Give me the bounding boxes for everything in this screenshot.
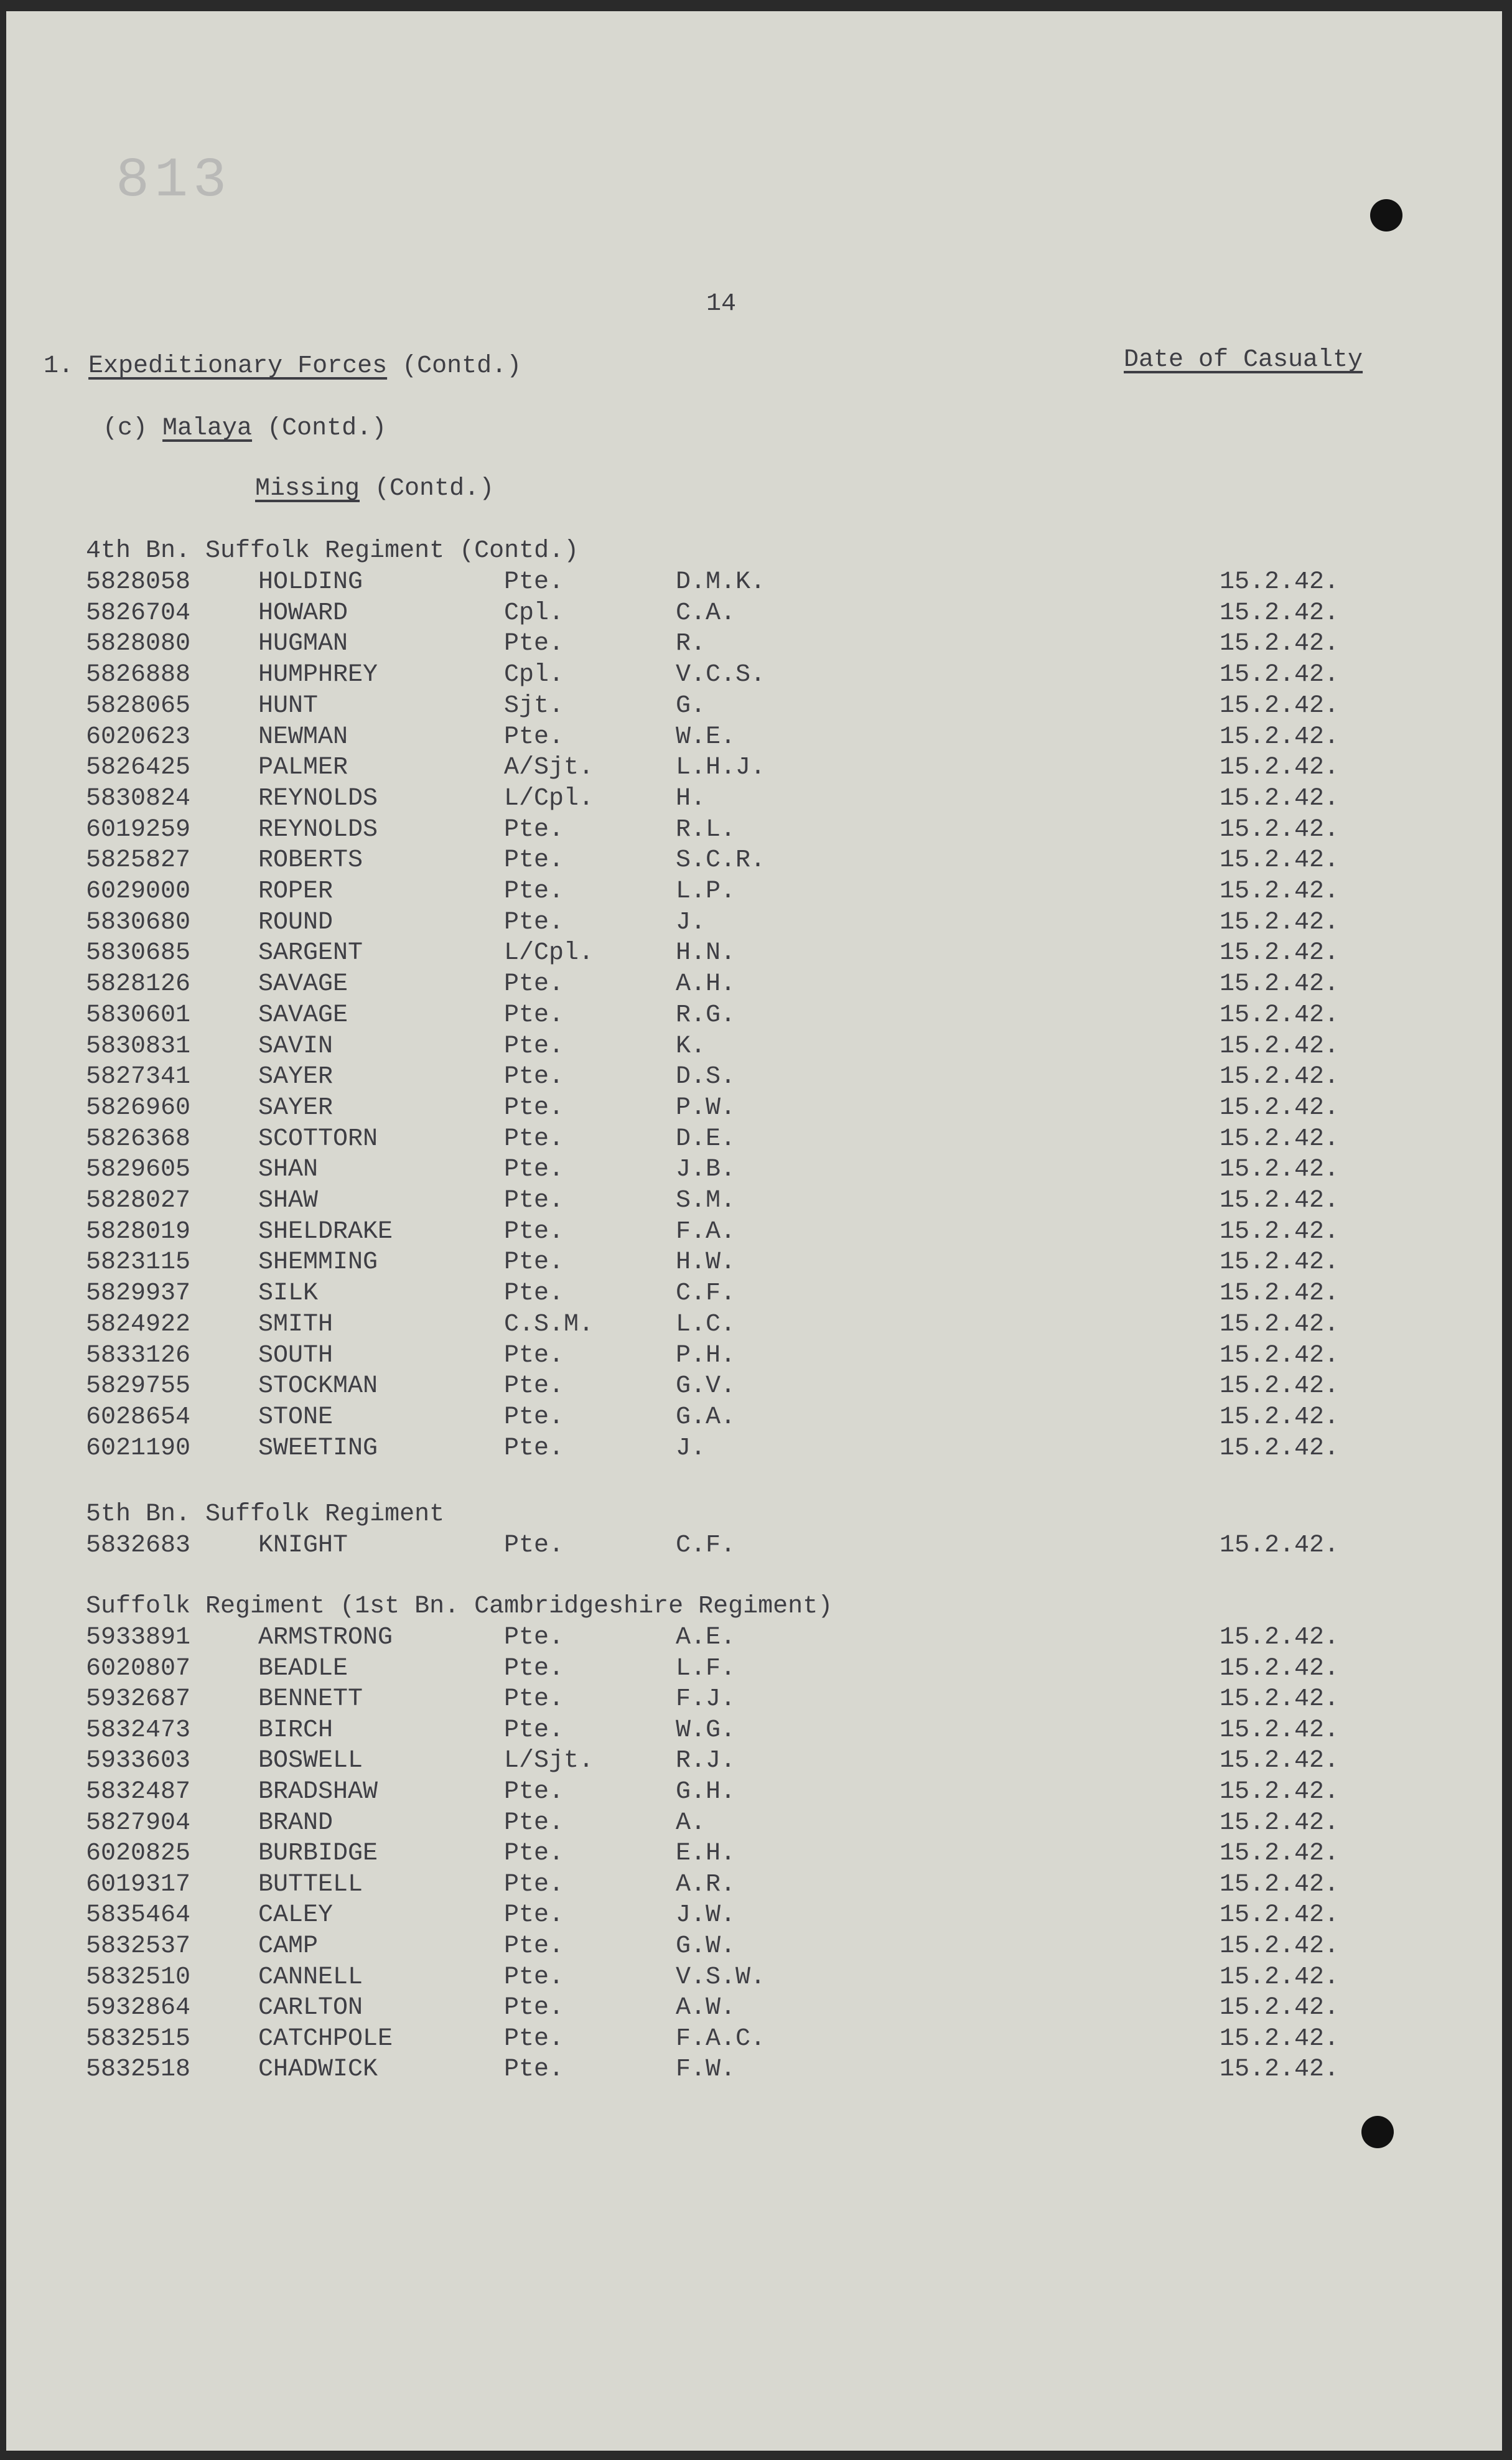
rank: Pte. <box>504 1341 564 1370</box>
rank: Pte. <box>504 1932 564 1960</box>
casualty-date: 15.2.42. <box>1220 846 1340 875</box>
surname: CANNELL <box>258 1963 363 1991</box>
casualty-date: 15.2.42. <box>1220 1063 1340 1092</box>
service-number: 6021190 <box>86 1434 191 1462</box>
initials: C.F. <box>676 1279 736 1308</box>
service-number: 5829937 <box>86 1279 191 1308</box>
initials: R.G. <box>676 1001 736 1029</box>
casualty-date: 15.2.42. <box>1220 1532 1340 1560</box>
service-number: 5933891 <box>86 1624 191 1652</box>
section-title: 5th Bn. Suffolk Regiment <box>86 1500 445 1528</box>
rank: Pte. <box>504 1279 564 1308</box>
surname: SAVAGE <box>258 1001 348 1029</box>
surname: BEADLE <box>258 1654 348 1683</box>
initials: G.H. <box>676 1778 736 1806</box>
casualty-date: 15.2.42. <box>1220 1341 1340 1370</box>
rank: Pte. <box>504 1685 564 1714</box>
rank: Cpl. <box>504 599 564 627</box>
punch-hole-top <box>1370 199 1402 232</box>
section-title: 4th Bn. Suffolk Regiment (Contd.) <box>86 537 579 565</box>
casualty-date: 15.2.42. <box>1220 1434 1340 1462</box>
casualty-date: 15.2.42. <box>1220 1032 1340 1060</box>
rank: Pte. <box>504 1808 564 1837</box>
rank: Pte. <box>504 1187 564 1215</box>
initials: S.M. <box>676 1187 736 1215</box>
surname: BRAND <box>258 1808 334 1837</box>
surname: STOCKMAN <box>258 1372 378 1401</box>
service-number: 6028654 <box>86 1403 191 1431</box>
rank: Pte. <box>504 1001 564 1029</box>
rank: Pte. <box>504 1125 564 1153</box>
rank: L/Cpl. <box>504 939 594 968</box>
surname: BIRCH <box>258 1716 334 1744</box>
initials: G.A. <box>676 1403 736 1431</box>
service-number: 5932687 <box>86 1685 191 1714</box>
status-title: Missing <box>255 475 360 503</box>
surname: SAVAGE <box>258 970 348 999</box>
casualty-date: 15.2.42. <box>1220 2055 1340 2084</box>
initials: K. <box>676 1032 706 1060</box>
casualty-date: 15.2.42. <box>1220 784 1340 813</box>
initials: A. <box>676 1808 706 1837</box>
service-number: 5828080 <box>86 630 191 658</box>
subheading <box>103 414 386 442</box>
service-number: 5830824 <box>86 784 191 813</box>
service-number: 5826704 <box>86 599 191 627</box>
surname: SAVIN <box>258 1032 334 1060</box>
casualty-date: 15.2.42. <box>1220 1778 1340 1806</box>
initials: L.F. <box>676 1654 736 1683</box>
initials: H.W. <box>676 1248 736 1277</box>
rank: Sjt. <box>504 691 564 720</box>
surname: BURBIDGE <box>258 1840 378 1868</box>
service-number: 6020825 <box>86 1840 191 1868</box>
surname: REYNOLDS <box>258 784 378 813</box>
service-number: 5828065 <box>86 691 191 720</box>
casualty-date: 15.2.42. <box>1220 1125 1340 1153</box>
casualty-date: 15.2.42. <box>1220 1217 1340 1246</box>
rank: Pte. <box>504 630 564 658</box>
casualty-date: 15.2.42. <box>1220 1248 1340 1277</box>
service-number: 6020807 <box>86 1654 191 1683</box>
casualty-date: 15.2.42. <box>1220 1654 1340 1683</box>
rank: Pte. <box>504 1156 564 1184</box>
rank: Pte. <box>504 1093 564 1122</box>
rank: Pte. <box>504 846 564 875</box>
initials: J.W. <box>676 1901 736 1930</box>
initials: F.W. <box>676 2055 736 2084</box>
surname: HUNT <box>258 691 319 720</box>
initials: R. <box>676 630 706 658</box>
faint-stamp: 813 <box>116 149 232 213</box>
service-number: 5830680 <box>86 908 191 937</box>
initials: A.W. <box>676 1994 736 2023</box>
casualty-date: 15.2.42. <box>1220 908 1340 937</box>
surname: REYNOLDS <box>258 815 378 844</box>
casualty-date: 15.2.42. <box>1220 1716 1340 1744</box>
initials: W.E. <box>676 723 736 751</box>
casualty-date: 15.2.42. <box>1220 630 1340 658</box>
casualty-date: 15.2.42. <box>1220 1932 1340 1960</box>
rank: C.S.M. <box>504 1310 594 1339</box>
casualty-date: 15.2.42. <box>1220 1870 1340 1899</box>
rank: Pte. <box>504 1403 564 1431</box>
service-number: 5832515 <box>86 2024 191 2053</box>
surname: KNIGHT <box>258 1532 348 1560</box>
rank: Pte. <box>504 2055 564 2084</box>
surname: SMITH <box>258 1310 334 1339</box>
casualty-date: 15.2.42. <box>1220 1624 1340 1652</box>
rank: Pte. <box>504 568 564 596</box>
initials: C.A. <box>676 599 736 627</box>
service-number: 5829605 <box>86 1156 191 1184</box>
rank: A/Sjt. <box>504 754 594 782</box>
page-number: 14 <box>706 290 737 318</box>
service-number: 5825827 <box>86 846 191 875</box>
casualty-date: 15.2.42. <box>1220 1685 1340 1714</box>
casualty-date: 15.2.42. <box>1220 754 1340 782</box>
service-number: 5832487 <box>86 1778 191 1806</box>
subheading-title: Malaya <box>162 414 253 442</box>
casualty-date: 15.2.42. <box>1220 2024 1340 2053</box>
rank: Pte. <box>504 1901 564 1930</box>
casualty-date: 15.2.42. <box>1220 1156 1340 1184</box>
rank: Pte. <box>504 1778 564 1806</box>
surname: NEWMAN <box>258 723 348 751</box>
initials: H. <box>676 784 706 813</box>
rank: L/Cpl. <box>504 784 594 813</box>
initials: G.W. <box>676 1932 736 1960</box>
initials: D.S. <box>676 1063 736 1092</box>
subheading-suffix: (Contd.) <box>267 414 387 442</box>
surname: ROBERTS <box>258 846 363 875</box>
casualty-date: 15.2.42. <box>1220 815 1340 844</box>
surname: BUTTELL <box>258 1870 363 1899</box>
casualty-date: 15.2.42. <box>1220 1901 1340 1930</box>
initials: V.C.S. <box>676 661 766 690</box>
casualty-date: 15.2.42. <box>1220 1279 1340 1308</box>
initials: V.S.W. <box>676 1963 766 1991</box>
rank: Pte. <box>504 1994 564 2023</box>
punch-hole-bottom <box>1361 2116 1394 2148</box>
initials: L.H.J. <box>676 754 766 782</box>
rank: Pte. <box>504 877 564 905</box>
initials: C.F. <box>676 1532 736 1560</box>
rank: Pte. <box>504 1434 564 1462</box>
initials: F.A.C. <box>676 2024 766 2053</box>
casualty-date: 15.2.42. <box>1220 1747 1340 1775</box>
service-number: 6019317 <box>86 1870 191 1899</box>
surname: SHEMMING <box>258 1248 378 1277</box>
date-of-casualty-header: Date of Casualty <box>1124 346 1363 374</box>
status-heading <box>255 475 494 503</box>
rank: Pte. <box>504 815 564 844</box>
rank: Pte. <box>504 1532 564 1560</box>
initials: A.E. <box>676 1624 736 1652</box>
service-number: 5832683 <box>86 1532 191 1560</box>
service-number: 6020623 <box>86 723 191 751</box>
casualty-date: 15.2.42. <box>1220 877 1340 905</box>
rank: Pte. <box>504 1372 564 1401</box>
casualty-date: 15.2.42. <box>1220 1963 1340 1991</box>
service-number: 5828058 <box>86 568 191 596</box>
initials: W.G. <box>676 1716 736 1744</box>
casualty-date: 15.2.42. <box>1220 599 1340 627</box>
initials: R.L. <box>676 815 736 844</box>
surname: SHELDRAKE <box>258 1217 393 1246</box>
rank: Pte. <box>504 1840 564 1868</box>
service-number: 6019259 <box>86 815 191 844</box>
heading-number: 1. <box>44 352 74 380</box>
section-title: Suffolk Regiment (1st Bn. Cambridgeshire Regiment) <box>86 1592 833 1621</box>
surname: SHAN <box>258 1156 319 1184</box>
service-number: 5826888 <box>86 661 191 690</box>
service-number: 5828027 <box>86 1187 191 1215</box>
service-number: 5827904 <box>86 1808 191 1837</box>
initials: L.C. <box>676 1310 736 1339</box>
service-number: 5832473 <box>86 1716 191 1744</box>
casualty-date: 15.2.42. <box>1220 661 1340 690</box>
rank: Pte. <box>504 970 564 999</box>
rank: Pte. <box>504 908 564 937</box>
rank: L/Sjt. <box>504 1747 594 1775</box>
casualty-date: 15.2.42. <box>1220 1403 1340 1431</box>
surname: PALMER <box>258 754 348 782</box>
casualty-date: 15.2.42. <box>1220 1372 1340 1401</box>
surname: CATCHPOLE <box>258 2024 393 2053</box>
service-number: 5832510 <box>86 1963 191 1991</box>
rank: Pte. <box>504 1063 564 1092</box>
surname: SCOTTORN <box>258 1125 378 1153</box>
surname: ARMSTRONG <box>258 1624 393 1652</box>
rank: Pte. <box>504 1248 564 1277</box>
service-number: 5830831 <box>86 1032 191 1060</box>
rank: Pte. <box>504 1217 564 1246</box>
casualty-date: 15.2.42. <box>1220 1994 1340 2023</box>
surname: SAYER <box>258 1093 334 1122</box>
rank: Pte. <box>504 1032 564 1060</box>
initials: J.B. <box>676 1156 736 1184</box>
casualty-date: 15.2.42. <box>1220 970 1340 999</box>
service-number: 5832518 <box>86 2055 191 2084</box>
casualty-date: 15.2.42. <box>1220 1840 1340 1868</box>
initials: H.N. <box>676 939 736 968</box>
casualty-date: 15.2.42. <box>1220 1093 1340 1122</box>
rank: Cpl. <box>504 661 564 690</box>
service-number: 5826425 <box>86 754 191 782</box>
surname: BRADSHAW <box>258 1778 378 1806</box>
service-number: 5833126 <box>86 1341 191 1370</box>
surname: HUGMAN <box>258 630 348 658</box>
heading-title: Expeditionary Forces <box>88 352 388 380</box>
rank: Pte. <box>504 1654 564 1683</box>
service-number: 5828126 <box>86 970 191 999</box>
surname: CALEY <box>258 1901 334 1930</box>
initials: P.H. <box>676 1341 736 1370</box>
service-number: 5826960 <box>86 1093 191 1122</box>
surname: BOSWELL <box>258 1747 363 1775</box>
rank: Pte. <box>504 1870 564 1899</box>
casualty-date: 15.2.42. <box>1220 723 1340 751</box>
casualty-date: 15.2.42. <box>1220 1187 1340 1215</box>
initials: S.C.R. <box>676 846 766 875</box>
surname: SARGENT <box>258 939 363 968</box>
initials: G. <box>676 691 706 720</box>
initials: J. <box>676 908 706 937</box>
service-number: 5830601 <box>86 1001 191 1029</box>
surname: CAMP <box>258 1932 319 1960</box>
casualty-date: 15.2.42. <box>1220 939 1340 968</box>
initials: A.H. <box>676 970 736 999</box>
initials: D.E. <box>676 1125 736 1153</box>
surname: STONE <box>258 1403 334 1431</box>
surname: HUMPHREY <box>258 661 378 690</box>
surname: ROUND <box>258 908 334 937</box>
service-number: 5933603 <box>86 1747 191 1775</box>
casualty-date: 15.2.42. <box>1220 568 1340 596</box>
initials: D.M.K. <box>676 568 766 596</box>
rank: Pte. <box>504 723 564 751</box>
casualty-date: 15.2.42. <box>1220 691 1340 720</box>
service-number: 5835464 <box>86 1901 191 1930</box>
service-number: 5824922 <box>86 1310 191 1339</box>
subheading-label: (c) <box>103 414 148 442</box>
service-number: 5826368 <box>86 1125 191 1153</box>
service-number: 5932864 <box>86 1994 191 2023</box>
initials: L.P. <box>676 877 736 905</box>
service-number: 6029000 <box>86 877 191 905</box>
rank: Pte. <box>504 2024 564 2053</box>
service-number: 5829755 <box>86 1372 191 1401</box>
surname: SAYER <box>258 1063 334 1092</box>
surname: SILK <box>258 1279 319 1308</box>
surname: HOWARD <box>258 599 348 627</box>
casualty-date: 15.2.42. <box>1220 1310 1340 1339</box>
initials: P.W. <box>676 1093 736 1122</box>
rank: Pte. <box>504 1624 564 1652</box>
initials: J. <box>676 1434 706 1462</box>
surname: SHAW <box>258 1187 319 1215</box>
initials: F.J. <box>676 1685 736 1714</box>
service-number: 5823115 <box>86 1248 191 1277</box>
surname: SOUTH <box>258 1341 334 1370</box>
casualty-date: 15.2.42. <box>1220 1808 1340 1837</box>
heading-title-suffix: (Contd.) <box>402 352 522 380</box>
initials: G.V. <box>676 1372 736 1401</box>
rank: Pte. <box>504 1716 564 1744</box>
surname: SWEETING <box>258 1434 378 1462</box>
initials: E.H. <box>676 1840 736 1868</box>
status-suffix: (Contd.) <box>375 475 495 503</box>
service-number: 5830685 <box>86 939 191 968</box>
surname: CHADWICK <box>258 2055 378 2084</box>
rank: Pte. <box>504 1963 564 1991</box>
surname: HOLDING <box>258 568 363 596</box>
service-number: 5832537 <box>86 1932 191 1960</box>
surname: ROPER <box>258 877 334 905</box>
heading <box>44 352 521 380</box>
casualty-date: 15.2.42. <box>1220 1001 1340 1029</box>
surname: BENNETT <box>258 1685 363 1714</box>
initials: F.A. <box>676 1217 736 1246</box>
service-number: 5828019 <box>86 1217 191 1246</box>
surname: CARLTON <box>258 1994 363 2023</box>
document-page <box>6 11 1502 2451</box>
service-number: 5827341 <box>86 1063 191 1092</box>
initials: R.J. <box>676 1747 736 1775</box>
initials: A.R. <box>676 1870 736 1899</box>
